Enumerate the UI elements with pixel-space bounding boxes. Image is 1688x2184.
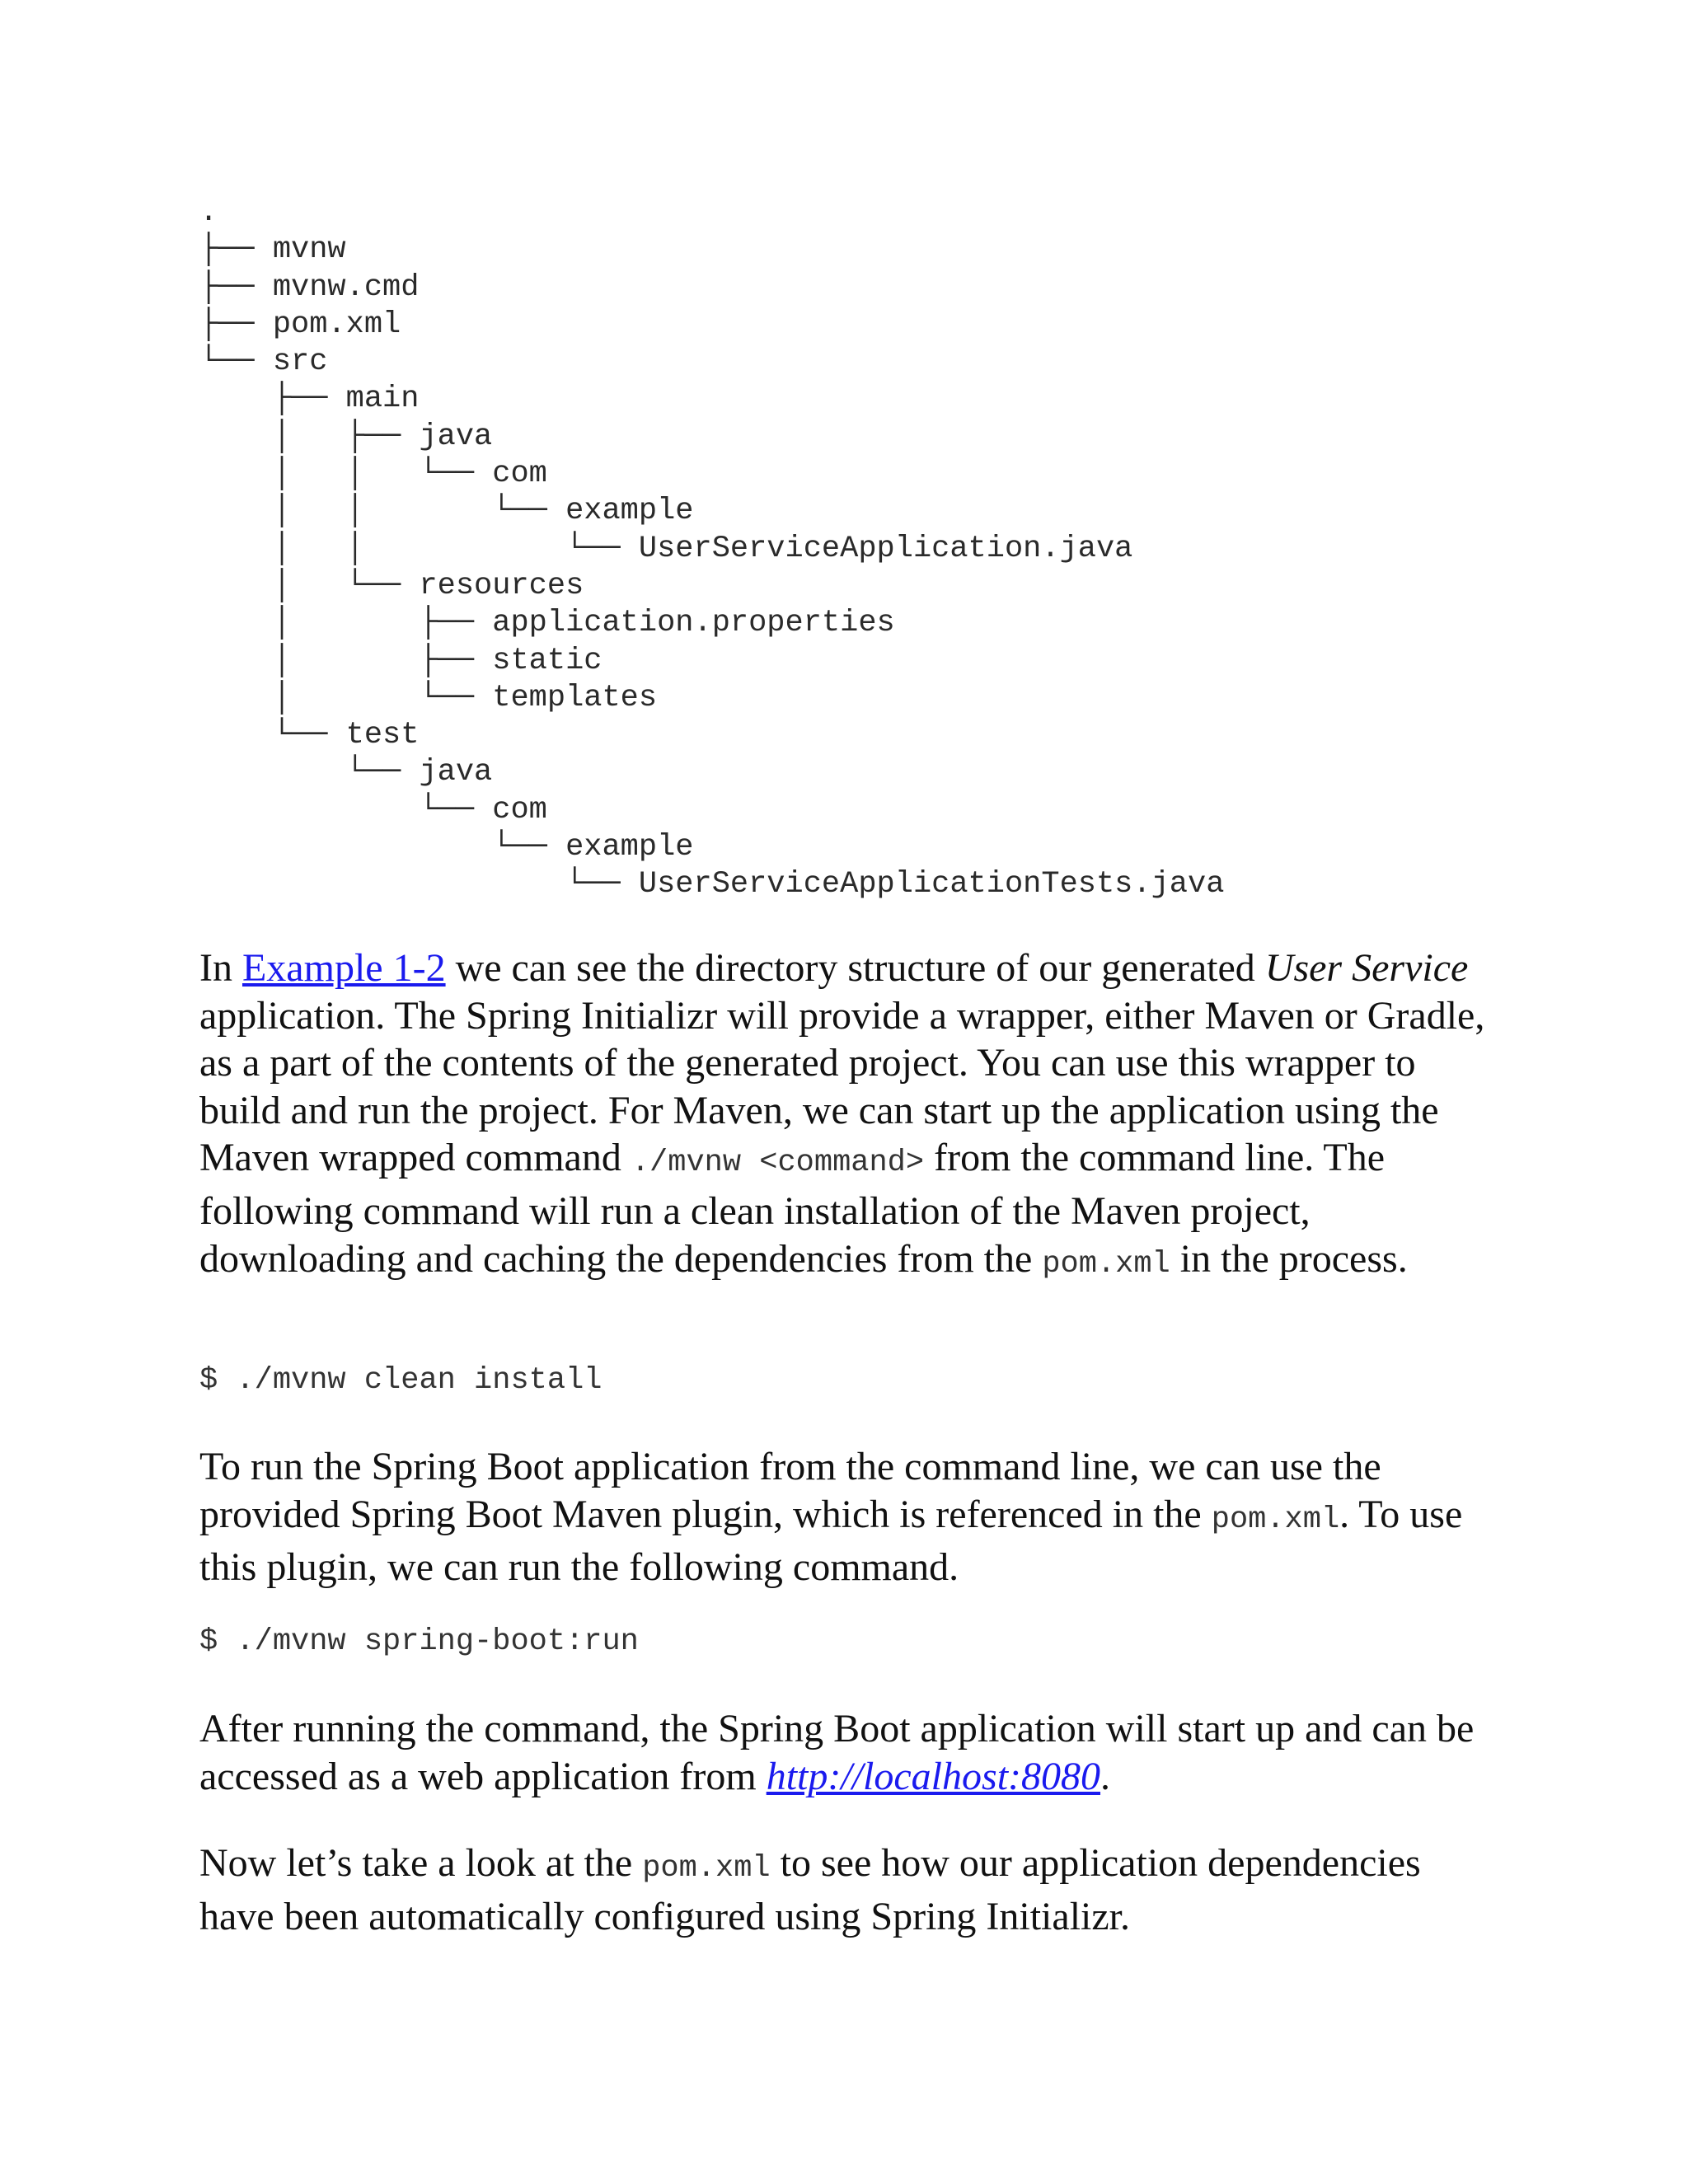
text: In	[199, 946, 242, 990]
inline-code-pom-xml: pom.xml	[1042, 1246, 1170, 1282]
command-spring-boot-run: $ ./mvnw spring-boot:run	[199, 1624, 639, 1659]
tree-line: └── com	[199, 792, 547, 827]
tree-line: │ ├── java	[199, 419, 493, 454]
emphasis-user-service: User Service	[1264, 946, 1469, 990]
tree-line: │ │ └── UserServiceApplication.java	[199, 531, 1133, 566]
text: Now let’s take a look at the	[199, 1841, 643, 1885]
tree-line: ├── mvnw	[199, 232, 346, 268]
text: To run the Spring Boot application from the command line, we can use the provided Spring Boot Maven plugin, which is referenced in the	[199, 1445, 1381, 1536]
tree-line: ├── main	[199, 382, 420, 417]
paragraph-pom-dependencies	[199, 1840, 1502, 1940]
tree-line: └── example	[199, 830, 694, 865]
tree-line: │ │ └── com	[199, 457, 547, 492]
command-clean-install: $ ./mvnw clean install	[199, 1363, 603, 1398]
localhost-link[interactable]: http://localhost:8080	[766, 1754, 1101, 1798]
paragraph-directory-structure	[199, 944, 1502, 1288]
tree-line: └── UserServiceApplicationTests.java	[199, 867, 1225, 902]
tree-line: ├── mvnw.cmd	[199, 269, 420, 305]
text: . To use this plugin, we can run the following command.	[199, 1492, 1463, 1590]
text: to see how our application dependencies have been automatically configured using Spring Initializr.	[199, 1841, 1421, 1938]
directory-tree	[199, 194, 1224, 904]
text: we can see the directory structure of our generated	[445, 946, 1265, 990]
text: .	[1100, 1754, 1111, 1798]
text: After running the command, the Spring Boot application will start up and can be accessed as a web application from	[199, 1707, 1475, 1798]
tree-line: └── src	[199, 344, 328, 380]
example-1-2-link[interactable]: Example 1-2	[241, 946, 446, 990]
tree-line: └── test	[199, 718, 420, 753]
inline-code-pom-xml: pom.xml	[1211, 1502, 1340, 1537]
tree-line: └── java	[199, 755, 493, 790]
tree-line: ├── pom.xml	[199, 307, 401, 342]
tree-line: │ │ └── example	[199, 494, 694, 529]
tree-line: │ ├── application.properties	[199, 606, 895, 641]
tree-line: │ ├── static	[199, 643, 603, 678]
tree-line: .	[199, 195, 218, 230]
text: in the process.	[1170, 1236, 1408, 1281]
text: application. The Spring Initializr will provide a wrapper, either Maven or Gradle, as a part of the contents of the generated project. You can use this wrapper to build and run the project. For Maven, we can start up the application using the Maven wrapped command	[199, 993, 1485, 1180]
paragraph-run-plugin	[199, 1443, 1502, 1591]
tree-line: │ └── resources	[199, 568, 584, 603]
tree-line: │ └── templates	[199, 680, 658, 715]
inline-code-pom-xml: pom.xml	[642, 1851, 771, 1886]
paragraph-access-app	[199, 1705, 1502, 1800]
inline-code-mvnw-command: ./mvnw <command>	[631, 1146, 925, 1181]
text: from the command line. The following command will run a clean installation of the Maven project, downloading and caching the dependencies from the	[199, 1136, 1386, 1281]
